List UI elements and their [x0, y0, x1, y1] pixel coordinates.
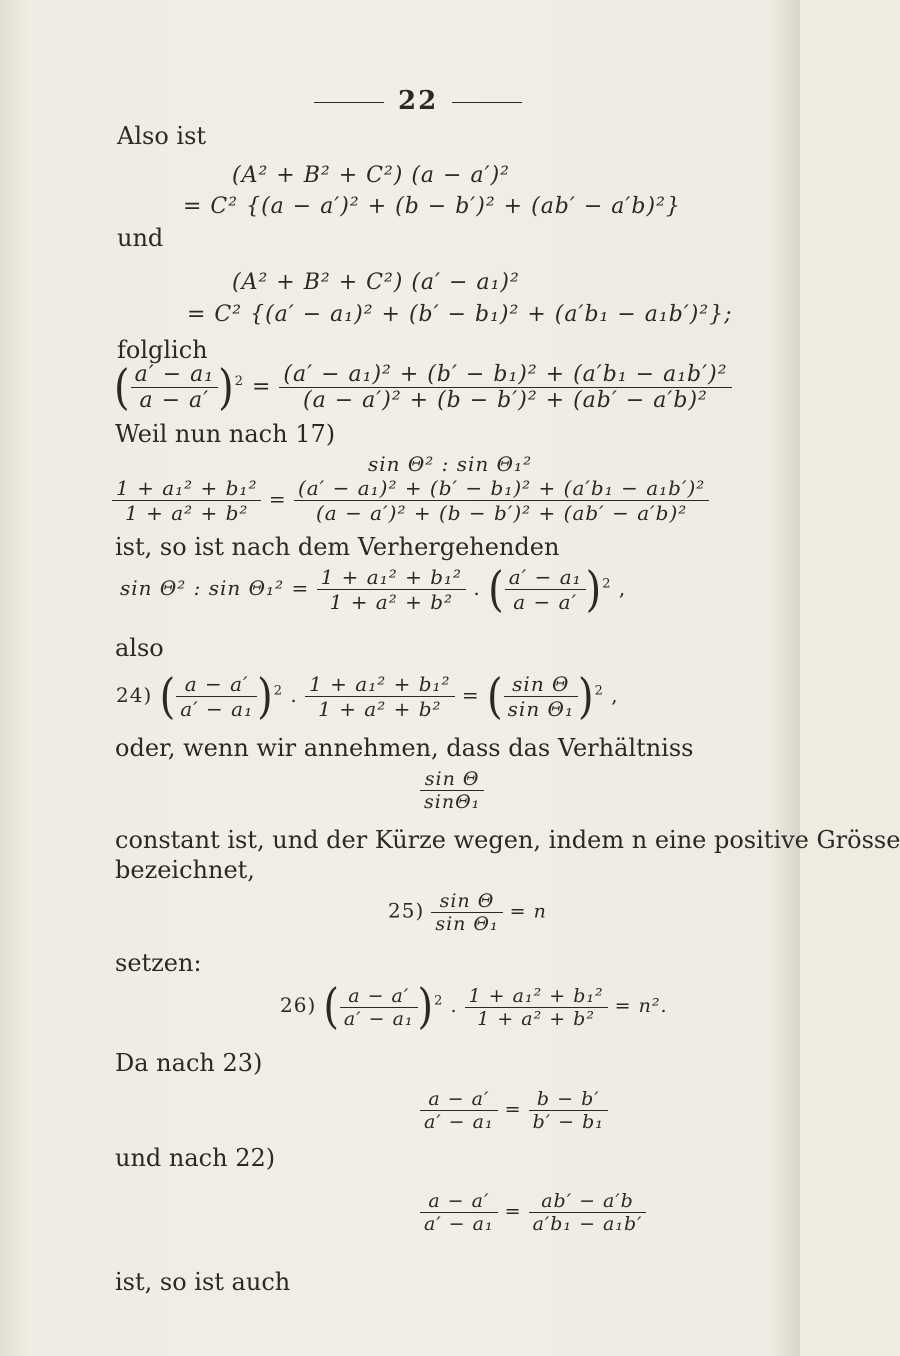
page-number: 22	[398, 86, 439, 116]
header-rule-right	[452, 102, 522, 103]
text-bezeichnet: bezeichnet,	[115, 856, 255, 884]
eq25-rhs: = n	[509, 900, 547, 923]
equation-24: 24) ( $\frac{a - a'}{\text{a′ − a₁}}$ )$^2$ . $\frac{\text{1 + a₁² + b₁²}}{\text{1 + a² + b²}}$ = ( $\frac{\text{sin Θ}}{\text{sin Θ₁}}$ )$^2$ ,	[116, 668, 619, 725]
eq24-f-numerator: 1 + a₁² + b₁²	[305, 672, 454, 697]
ratio-denominator: sinΘ₁	[424, 791, 481, 813]
eq24-p2-denominator: sin Θ₁	[507, 697, 574, 721]
eq26-f-denominator: 1 + a² + b²	[477, 1007, 595, 1030]
folglich-rhs-numerator: (a′ − a₁)² + (b′ − b₁)² + (a′b₁ − a₁b′)²	[279, 362, 731, 388]
vh-numerator: 1 + a₁² + b₁²	[317, 565, 466, 590]
vh-denominator: 1 + a² + b²	[329, 590, 454, 614]
eq24-p1-numerator: a − a′	[176, 672, 257, 697]
text-da-nach: Da nach 23)	[115, 1049, 263, 1077]
text-oder: oder, wenn wir annehmen, dass das Verhältniss	[115, 734, 694, 762]
equation-23-relation: $\frac{a - a'}{\text{a′ − a₁}}$ = $\frac{b - b'}{\text{b′ − b₁}}$	[420, 1088, 608, 1133]
vh-lhs: sin Θ² : sin Θ₁²	[120, 576, 285, 600]
eq23-left-numerator: a − a′	[420, 1088, 498, 1111]
eq23-left-denominator: a′ − a₁	[424, 1111, 494, 1133]
equation-folglich: ( $\frac{\text{a′ − a₁}}{a - a'}$ )$^2$ = $\frac{\text{(a′ − a₁)² + (b′ − b₁)² + (a′b₁ − a₁b′)²}}{\text{(a − a′)² + (b − b′)² + (ab′ − a′b)²}}$	[114, 362, 732, 413]
eq25-denominator: sin Θ₁	[435, 913, 499, 935]
weil-lhs-numerator: 1 + a₁² + b₁²	[112, 476, 261, 501]
sin-ratio-label: sin Θ² : sin Θ₁²	[368, 452, 533, 476]
equation-2-line-1: (A² + B² + C²) (a′ − a₁)²	[232, 270, 520, 295]
eq22-right-denominator: a′b₁ − a₁b′	[532, 1213, 643, 1235]
equation-26-number: 26)	[280, 993, 317, 1017]
text-also-ist: Also ist	[117, 122, 207, 150]
text-constant: constant ist, und der Kürze wegen, indem n eine positive Grösse	[115, 826, 900, 854]
equation-verhergehend: sin Θ² : sin Θ₁² = $\frac{\text{1 + a₁² + b₁²}}{\text{1 + a² + b²}}$ . ( $\frac{\text{a′ − a₁}}{a - a'}$ )$^2$ ,	[120, 561, 627, 618]
folglich-lhs-denominator: a − a′	[139, 388, 210, 413]
equation-26: 26) ( $\frac{a - a'}{\text{a′ − a₁}}$ )$^2$ . $\frac{\text{1 + a₁² + b₁²}}{\text{1 + a² + b²}}$ = n².	[280, 979, 668, 1035]
text-ist-so: ist, so ist nach dem Verhergehenden	[115, 533, 560, 561]
eq26-p-denominator: a′ − a₁	[343, 1007, 414, 1030]
vh-paren-denominator: a − a′	[513, 590, 578, 614]
eq25-numerator: sin Θ	[431, 890, 502, 913]
text-also: also	[115, 634, 164, 662]
equation-weil: $\frac{\text{1 + a₁² + b₁²}}{\text{1 + a² + b²}}$ = $\frac{\text{(a′ − a₁)² + (b′ − b₁)² + (a′b₁ − a₁b′)²}}{\text{(a − a′)² + (b − b′)² + (ab′ − a′b)²}}$	[112, 476, 709, 525]
folglich-rhs-denominator: (a − a′)² + (b − b′)² + (ab′ − a′b)²	[303, 388, 708, 413]
vh-paren-numerator: a′ − a₁	[505, 565, 586, 590]
equation-1-line-1: (A² + B² + C²) (a − a′)²	[232, 163, 510, 188]
weil-lhs-denominator: 1 + a² + b²	[125, 501, 249, 525]
eq22-left-numerator: a − a′	[420, 1190, 498, 1213]
eq26-rhs: = n².	[614, 995, 668, 1017]
eq26-f-numerator: 1 + a₁² + b₁²	[465, 985, 608, 1008]
eq22-left-denominator: a′ − a₁	[424, 1213, 494, 1235]
eq26-p-numerator: a − a′	[340, 985, 418, 1008]
equation-ratio	[420, 768, 484, 813]
equation-2-line-2: = C² {(a′ − a₁)² + (b′ − b₁)² + (a′b₁ − a₁b′)²};	[187, 302, 733, 327]
header-rule-left	[314, 102, 384, 103]
eq23-right-numerator: b − b′	[529, 1088, 608, 1111]
equation-25	[388, 890, 547, 935]
equation-1-line-2: = C² {(a − a′)² + (b − b′)² + (ab′ − a′b)²}	[183, 194, 681, 219]
weil-rhs-denominator: (a − a′)² + (b − b′)² + (ab′ − a′b)²	[315, 501, 688, 525]
eq23-right-denominator: b′ − b₁	[532, 1111, 604, 1133]
eq24-p2-numerator: sin Θ	[504, 672, 578, 697]
page-header	[300, 86, 536, 116]
equation-24-number: 24)	[116, 683, 153, 707]
eq24-p1-denominator: a′ − a₁	[180, 697, 254, 721]
text-setzen: setzen:	[115, 949, 202, 977]
text-ist-auch: ist, so ist auch	[115, 1268, 291, 1296]
eq24-f-denominator: 1 + a² + b²	[318, 697, 442, 721]
text-folglich: folglich	[117, 336, 208, 364]
equation-25-number: 25)	[388, 898, 425, 923]
folglich-lhs-numerator: a′ − a₁	[131, 362, 218, 388]
equation-22-relation: $\frac{a - a'}{\text{a′ − a₁}}$ = $\frac{ab' - a'b}{\text{a′b₁ − a₁b′}}$	[420, 1190, 646, 1235]
text-und-nach: und nach 22)	[115, 1144, 276, 1172]
text-weil: Weil nun nach 17)	[115, 420, 336, 448]
text-und: und	[117, 224, 164, 252]
eq22-right-numerator: ab′ − a′b	[529, 1190, 647, 1213]
ratio-numerator: sin Θ	[420, 768, 484, 791]
weil-rhs-numerator: (a′ − a₁)² + (b′ − b₁)² + (a′b₁ − a₁b′)²	[294, 476, 709, 501]
